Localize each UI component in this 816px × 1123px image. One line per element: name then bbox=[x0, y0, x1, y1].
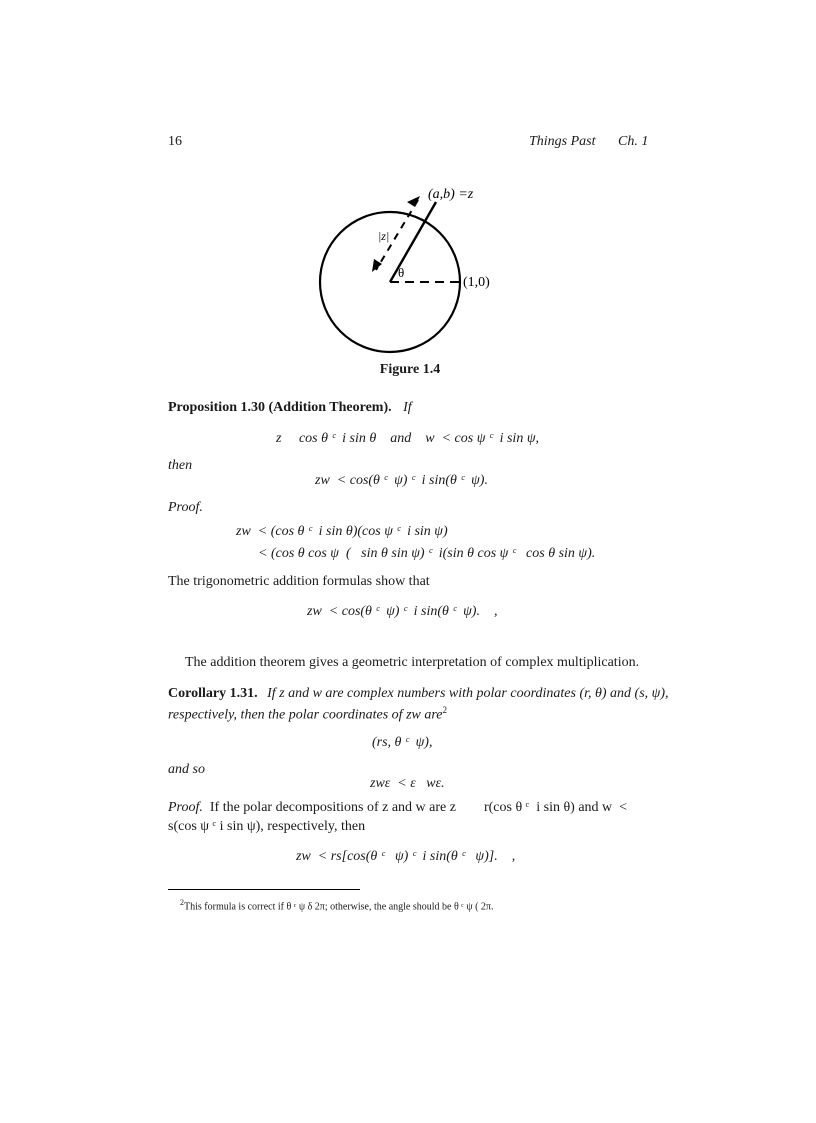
footnote bbox=[180, 898, 493, 912]
corollary-modulus: zwε < ε wε. bbox=[370, 776, 445, 791]
proposition-title: Proposition 1.30 (Addition Theorem). bbox=[168, 400, 392, 415]
running-title: Things Past bbox=[529, 134, 596, 149]
corollary-title: Corollary 1.31. bbox=[168, 686, 258, 701]
footnote-rule bbox=[168, 889, 360, 890]
corollary-proof-line-1 bbox=[168, 800, 627, 816]
corollary-statement-line-1: If z and w are complex numbers with polar coordinates (r, θ) and (s, ψ), bbox=[267, 686, 669, 701]
proposition-proof-line-2: < (cos θ cos ψ ( sin θ sin ψ) ᶜ i(sin θ cos ψ ᶜ cos θ sin ψ). bbox=[258, 546, 596, 561]
corollary-polar: (rs, θ ᶜ ψ), bbox=[372, 735, 433, 750]
chapter-label: Ch. 1 bbox=[618, 134, 649, 149]
corollary-proof-equation: zw < rs[cos(θ ᶜ ψ) ᶜ i sin(θ ᶜ ψ)]. , bbox=[296, 849, 516, 864]
corollary-statement-text: respectively, then the polar coordinates of zw are bbox=[168, 707, 443, 723]
corollary-proof-label: Proof. bbox=[168, 800, 203, 815]
remark-paragraph: The addition theorem gives a geometric interpretation of complex multiplication. bbox=[185, 655, 640, 670]
figure-label-modulus: |z| bbox=[378, 229, 390, 243]
corollary-and-so: and so bbox=[168, 762, 205, 777]
radius-line bbox=[390, 202, 436, 282]
proposition-proof-line-1: zw < (cos θ ᶜ i sin θ)(cos ψ ᶜ i sin ψ) bbox=[236, 524, 448, 539]
figure-1-4 bbox=[300, 180, 520, 360]
proposition-proof-label: Proof. bbox=[168, 500, 203, 515]
proposition-proof-text: The trigonometric addition formulas show that bbox=[168, 574, 430, 589]
corollary-heading bbox=[168, 686, 669, 702]
proposition-then: then bbox=[168, 458, 193, 473]
footnote-text: This formula is correct if θ ᶜ ψ δ 2π; otherwise, the angle should be θ ᶜ ψ ( 2π. bbox=[184, 901, 494, 913]
page-number: 16 bbox=[168, 134, 182, 149]
figure-label-z: (a,b) =z bbox=[428, 187, 474, 202]
corollary-statement-line-2 bbox=[168, 705, 447, 724]
corollary-proof-line-2: s(cos ψ ᶜ i sin ψ), respectively, then bbox=[168, 819, 366, 834]
proposition-heading bbox=[168, 400, 412, 416]
footnote-reference[interactable]: 2 bbox=[442, 705, 448, 715]
figure-label-one-zero: (1,0) bbox=[463, 275, 490, 290]
figure-label-theta: θ bbox=[398, 265, 405, 280]
proposition-proof-line-3: zw < cos(θ ᶜ ψ) ᶜ i sin(θ ᶜ ψ). , bbox=[307, 604, 498, 619]
footnote-marker: 2 bbox=[180, 898, 184, 907]
proposition-hypothesis: z cos θ ᶜ i sin θ and w < cos ψ ᶜ i sin ψ, bbox=[276, 431, 540, 446]
corollary-proof-text-1: If the polar decompositions of z and w are z r(cos θ ᶜ i sin θ) and w < bbox=[209, 800, 628, 815]
figure-caption: Figure 1.4 bbox=[379, 362, 441, 377]
proposition-if: If bbox=[403, 400, 412, 415]
proposition-conclusion: zw < cos(θ ᶜ ψ) ᶜ i sin(θ ᶜ ψ). bbox=[315, 473, 488, 488]
